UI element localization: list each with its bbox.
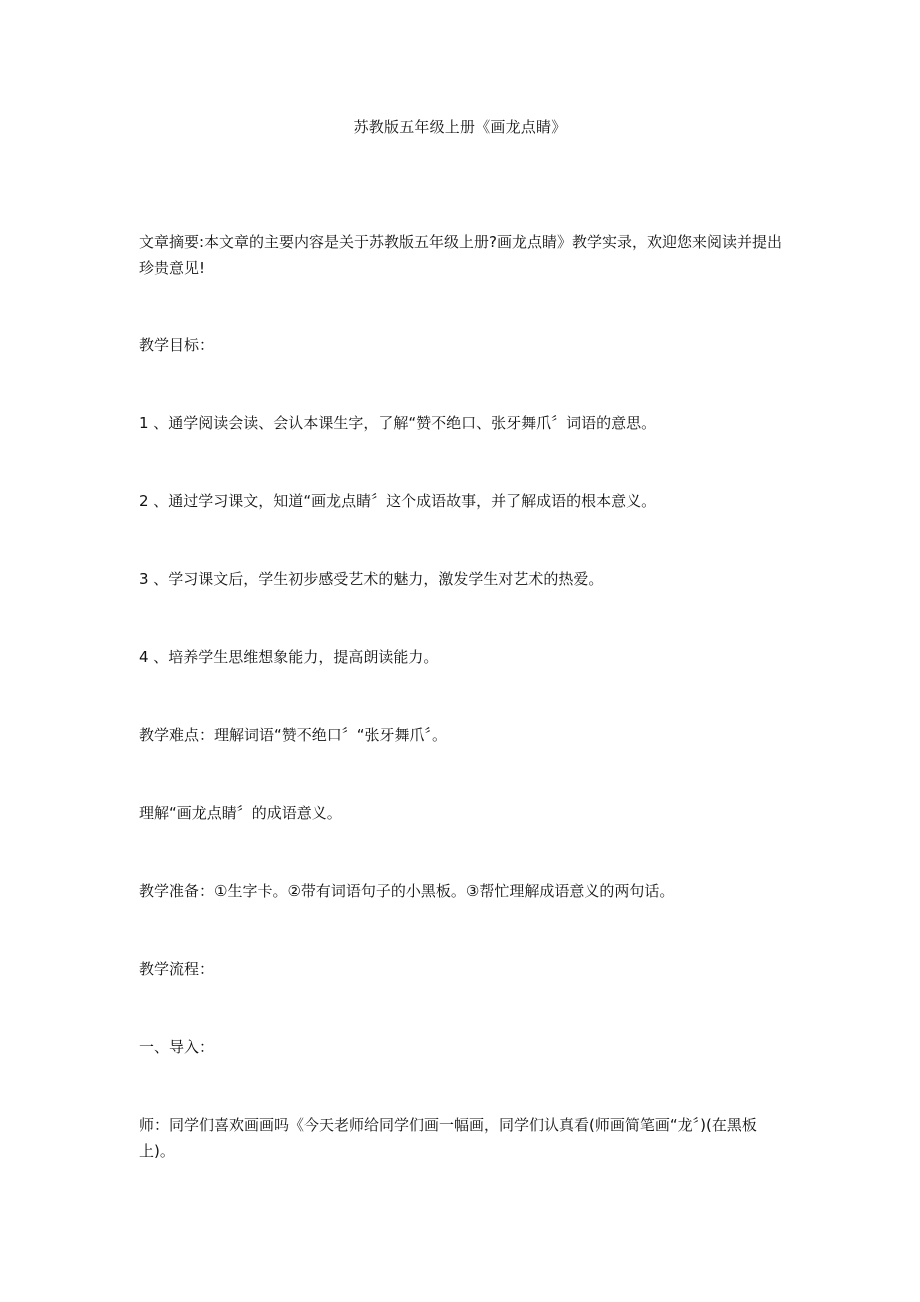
paragraph-teaching-preparation: 教学准备：①生字卡。②带有词语句子的小黑板。③帮忙理解成语意义的两句话。 bbox=[139, 882, 675, 900]
paragraph-teacher-dialogue: 师：同学们喜欢画画吗《今天老师给同学们画一幅画，同学们认真看(师画简笔画“龙〞)(在黑板上)。 bbox=[139, 1116, 757, 1160]
paragraph-section-intro: 一、导入： bbox=[139, 1038, 215, 1056]
paragraph-goal-2: 2 、通过学习课文，知道“画龙点睛〞这个成语故事，并了解成语的根本意义。 bbox=[139, 492, 657, 510]
paragraph-teaching-difficulty: 教学难点：理解词语“赞不绝口〞“张牙舞爪〞。 bbox=[139, 726, 448, 744]
paragraph-goal-3: 3 、学习课文后，学生初步感受艺术的魅力，激发学生对艺术的热爱。 bbox=[139, 570, 604, 588]
paragraph-abstract: 文章摘要:本文章的主要内容是关于苏教版五年级上册?画龙点睛》教学实录，欢迎您来阅读并提出珍贵意见! bbox=[139, 233, 783, 277]
paragraph-goal-4: 4 、培养学生思维想象能力，提高朗读能力。 bbox=[139, 648, 439, 666]
document-title: 苏教版五年级上册《画龙点睛》 bbox=[353, 118, 567, 136]
paragraph-idiom-meaning: 理解“画龙点睛〞的成语意义。 bbox=[139, 804, 342, 822]
paragraph-teaching-process-heading: 教学流程： bbox=[139, 960, 215, 978]
paragraph-goal-1: 1 、通学阅读会读、会认本课生字，了解“赞不绝口、张牙舞爪〞词语的意思。 bbox=[139, 414, 657, 432]
paragraph-teaching-goals-heading: 教学目标： bbox=[139, 336, 215, 354]
